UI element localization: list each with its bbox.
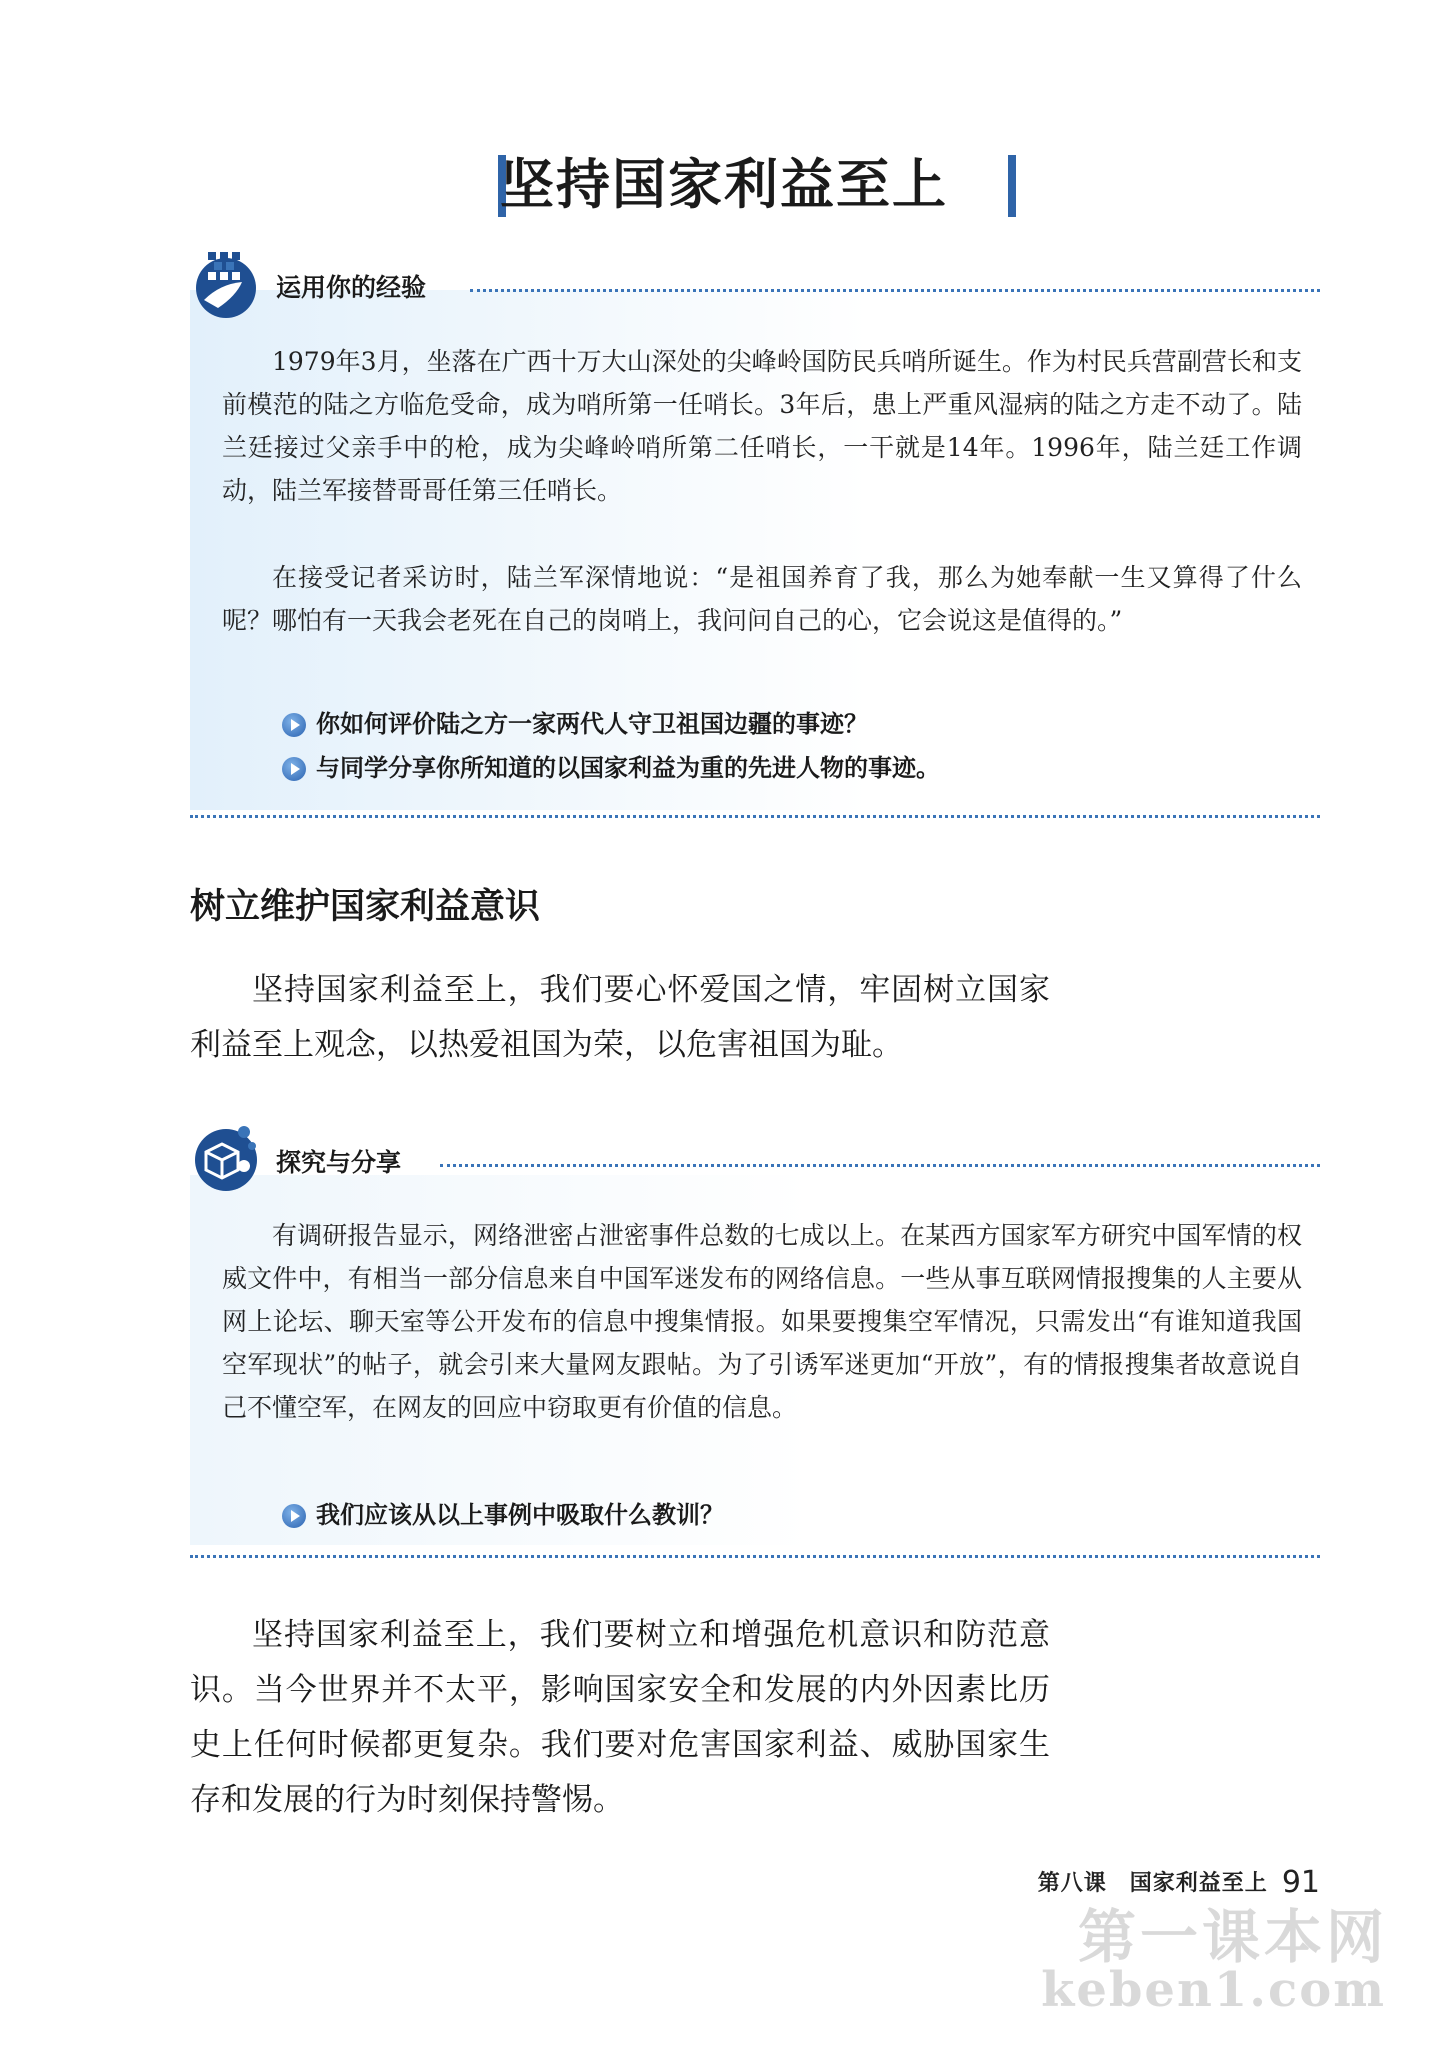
question-text: 与同学分享你所知道的以国家利益为重的先进人物的事迹。 bbox=[316, 754, 940, 782]
title-bar-right bbox=[1008, 155, 1016, 217]
watermark-text: 第一课本网 bbox=[1077, 1903, 1388, 1971]
question-text: 你如何评价陆之方一家两代人守卫祖国边疆的事迹？ bbox=[316, 710, 868, 738]
watermark-url: keben1.com bbox=[1041, 1962, 1386, 2018]
play-bullet-icon bbox=[282, 713, 306, 737]
explore-paragraph: 有调研报告显示，网络泄密占泄密事件总数的七成以上。在某西方国家军方研究中国军情的权威文件中，有相当一部分信息来自中国军迷发布的网络信息。一些从事互联网情报搜集的人主要从网上论坛、聊天室等公开发布的信息中搜集情报。如果要搜集空军情况，只需发出“有谁知道我国空军现状”的帖子，就会引来大量网友跟帖。为了引诱军迷更加“开放”，有的情报搜集者故意说自己不懂空军，在网友的回应中窃取更有价值的信息。 bbox=[222, 1221, 1302, 1422]
play-bullet-icon bbox=[282, 757, 306, 781]
experience-question-1 bbox=[282, 704, 868, 744]
page-title: 坚持国家利益至上 bbox=[500, 153, 948, 216]
experience-paragraph-2: 在接受记者采访时，陆兰军深情地说：“是祖国养育了我，那么为她奉献一生又算得了什么呢？哪怕有一天我会老死在自己的岗哨上，我问问自己的心，它会说这是值得的。” bbox=[222, 563, 1302, 635]
play-bullet-icon bbox=[282, 1504, 306, 1528]
explore-icon bbox=[190, 1122, 262, 1194]
experience-bottom-divider bbox=[190, 815, 1320, 818]
title-wrapper bbox=[0, 150, 1448, 220]
explore-label: 探究与分享 bbox=[276, 1148, 402, 1177]
explore-top-divider bbox=[440, 1164, 1320, 1167]
section-heading: 树立维护国家利益意识 bbox=[190, 887, 541, 927]
explore-question bbox=[282, 1495, 724, 1535]
experience-icon bbox=[190, 248, 262, 320]
experience-top-divider bbox=[470, 289, 1320, 292]
explore-bottom-divider bbox=[190, 1555, 1320, 1558]
lesson-title: 第八课 国家利益至上 bbox=[1037, 1871, 1268, 1896]
question-text: 我们应该从以上事例中吸取什么教训？ bbox=[316, 1501, 724, 1529]
page-number: 91 bbox=[1281, 1865, 1320, 1900]
body-paragraph-1: 坚持国家利益至上，我们要心怀爱国之情，牢固树立国家利益至上观念，以热爱祖国为荣，以危害祖国为耻。 bbox=[190, 972, 1050, 1063]
experience-question-2 bbox=[282, 748, 940, 788]
body-paragraph-2: 坚持国家利益至上，我们要树立和增强危机意识和防范意识。当今世界并不太平，影响国家安全和发展的内外因素比历史上任何时候都更复杂。我们要对危害国家利益、威胁国家生存和发展的行为时刻保持警惕。 bbox=[190, 1617, 1050, 1818]
experience-label: 运用你的经验 bbox=[276, 273, 427, 302]
experience-paragraph-1: 1979年3月，坐落在广西十万大山深处的尖峰岭国防民兵哨所诞生。作为村民兵营副营长和支前模范的陆之方临危受命，成为哨所第一任哨长。3年后，患上严重风湿病的陆之方走不动了。陆兰廷接过父亲手中的枪，成为尖峰岭哨所第二任哨长，一干就是14年。1996年，陆兰廷工作调动，陆兰军接替哥哥任第三任哨长。 bbox=[222, 347, 1302, 505]
